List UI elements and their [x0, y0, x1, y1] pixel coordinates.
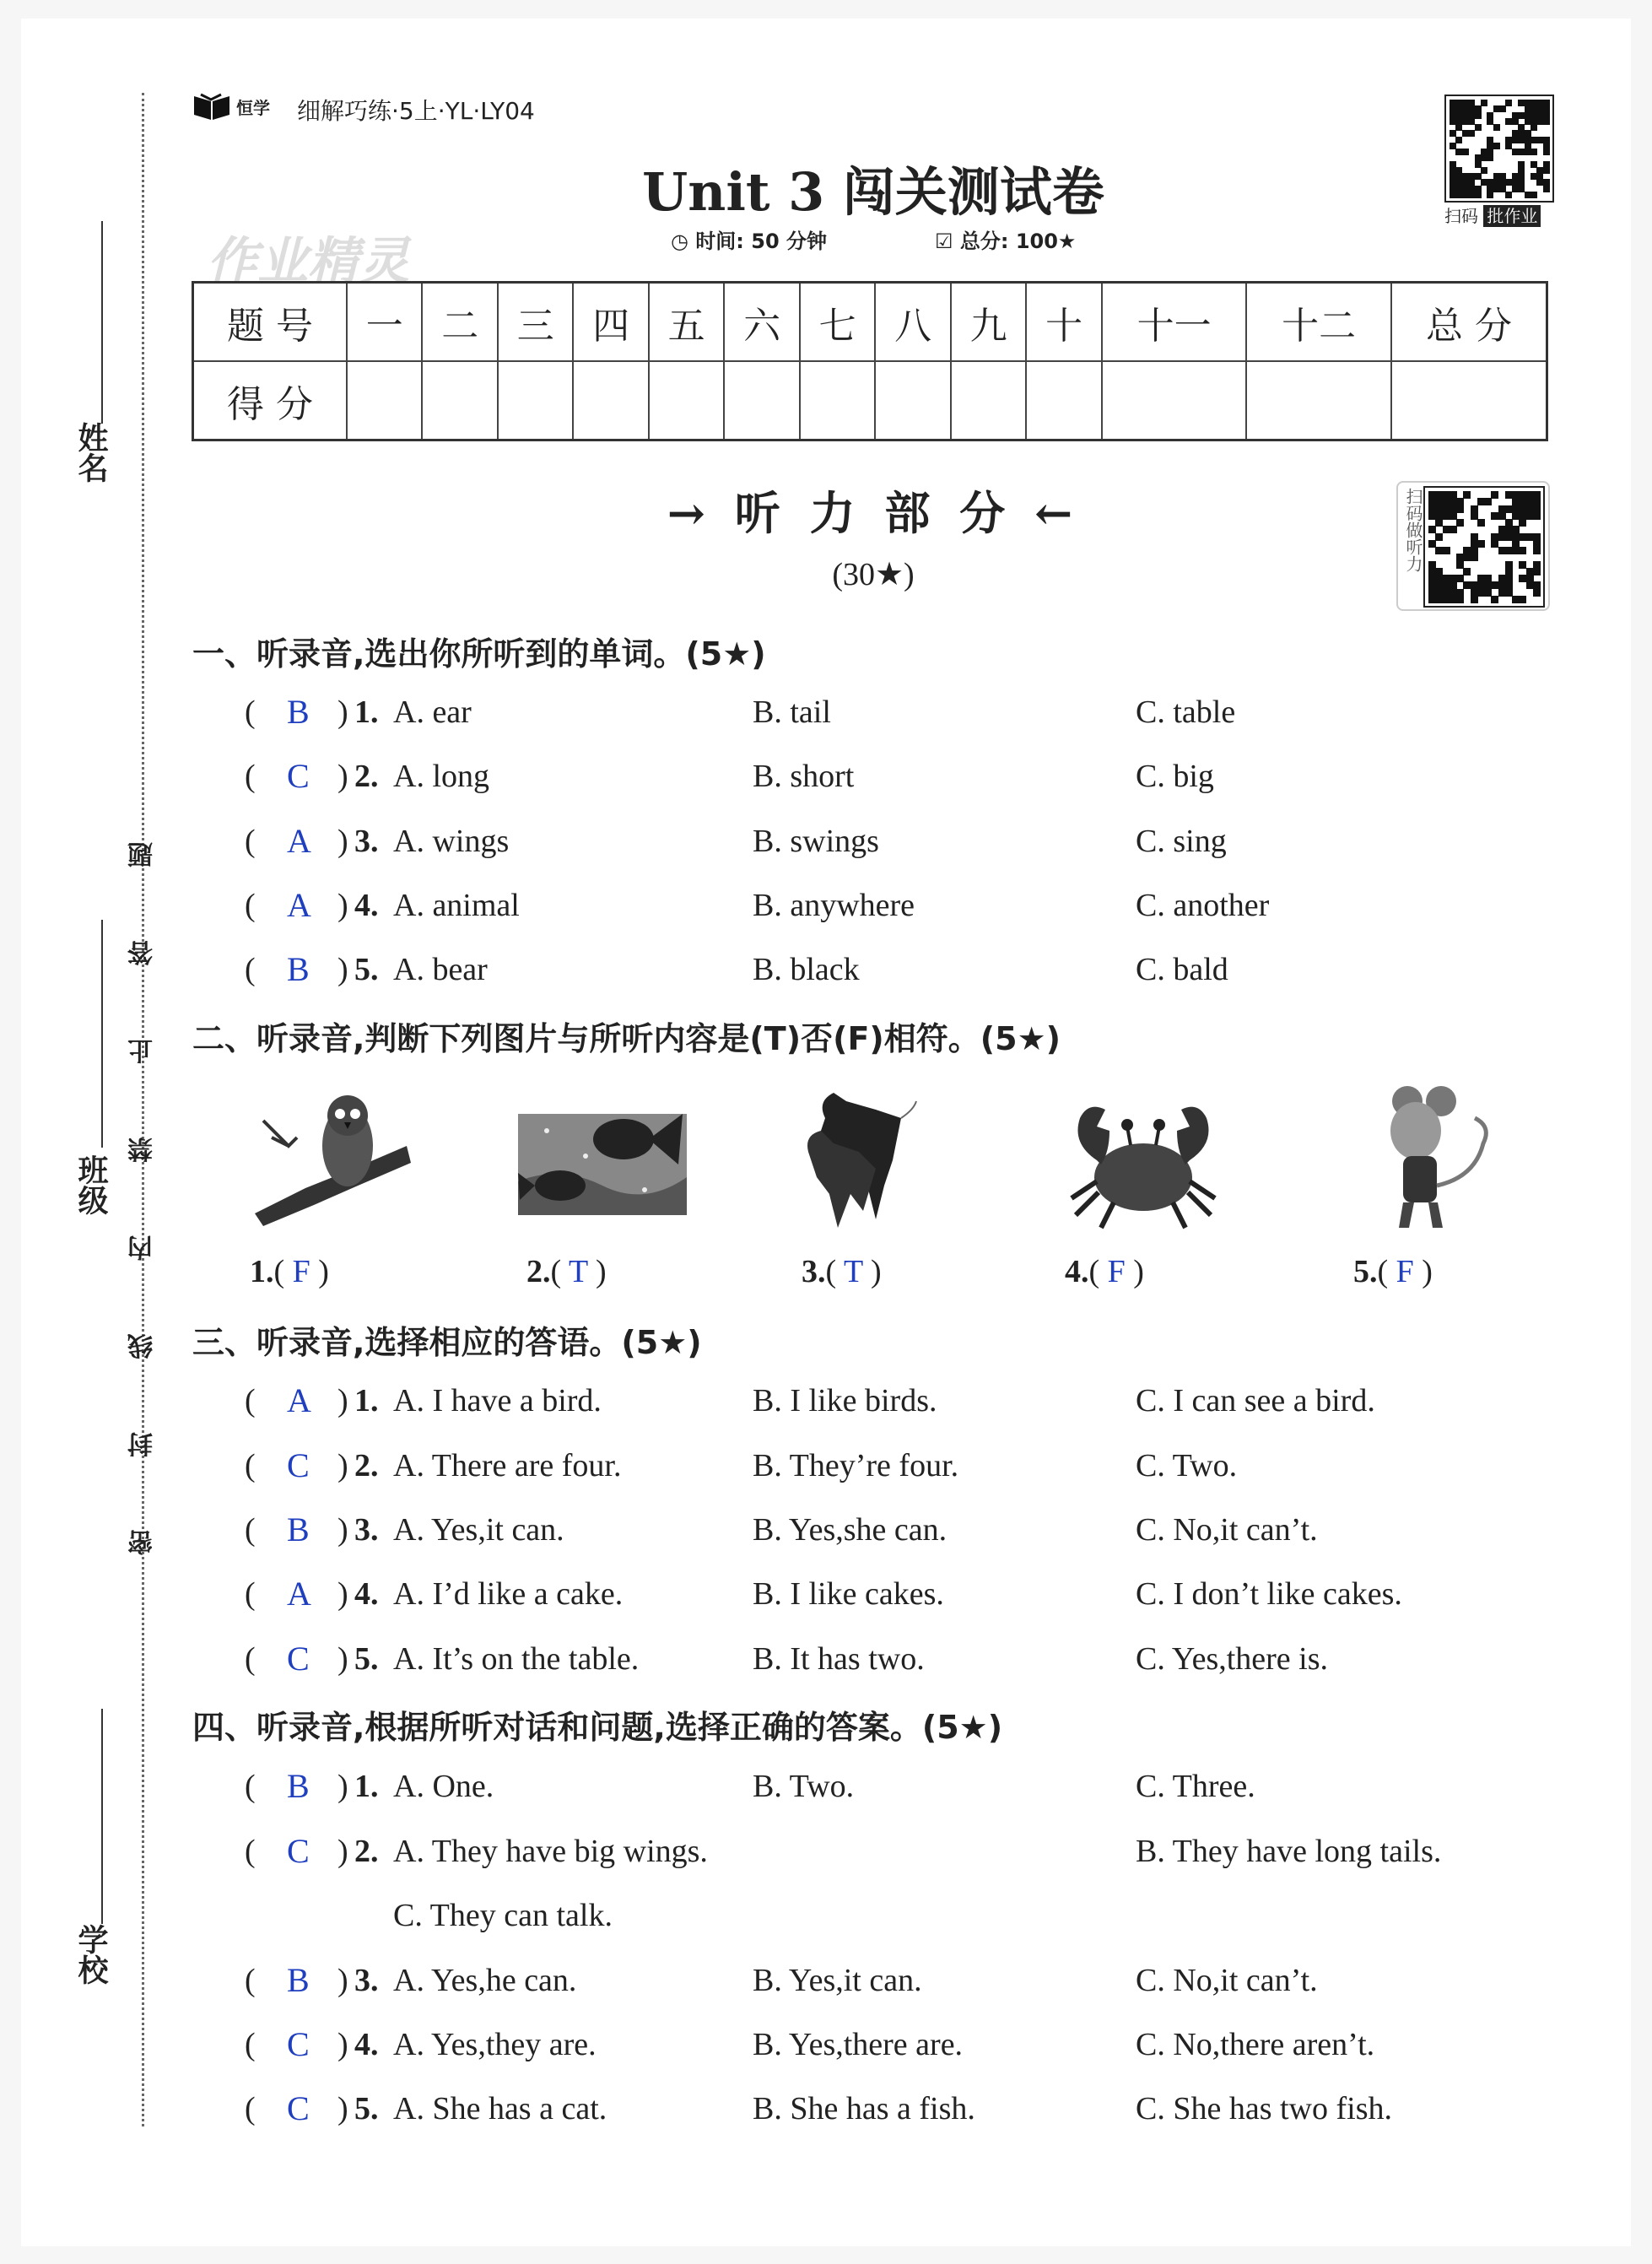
mouse-icon: [1357, 1084, 1496, 1236]
listening-qr-panel[interactable]: [1396, 481, 1550, 611]
answer-paren-open: (: [273, 1254, 293, 1289]
score-col: 三: [498, 283, 573, 362]
answer-paren-close: ): [337, 952, 348, 987]
option-c: C. I don’t like cakes.: [1136, 1576, 1402, 1612]
option-a: A. Yes,he can.: [393, 1963, 577, 1998]
score-col: 十一: [1102, 283, 1247, 362]
question-number: 4.: [354, 888, 379, 923]
owl-on-branch-icon: [246, 1087, 415, 1230]
name-label: 姓名: [73, 422, 108, 483]
question-number: 3.: [354, 1963, 379, 1998]
picture-number: 5.: [1353, 1254, 1378, 1289]
option-b: B. They’re four.: [753, 1448, 959, 1483]
seal-warning-text: 密 封 线 内 禁 止 答 题: [128, 810, 158, 1556]
answer-paren-close: ): [1125, 1254, 1144, 1289]
option-c: C. Two.: [1136, 1448, 1238, 1483]
answer-paren-open: (: [245, 2027, 256, 2062]
score-cell[interactable]: [498, 361, 573, 440]
answer-paren-close: ): [337, 1576, 348, 1612]
listening-qr-label: 扫码做听力: [1403, 488, 1423, 572]
answer-paren-open: (: [1088, 1254, 1108, 1289]
question-number: 3.: [354, 1512, 379, 1548]
answer-mark: T: [568, 1254, 588, 1289]
score-col-total: 总 分: [1391, 283, 1547, 362]
answer-mark: C: [287, 1832, 310, 1870]
option-b: B. I like birds.: [753, 1383, 937, 1418]
answer-paren-close: ): [337, 1448, 348, 1483]
section-2-title: 二、听录音,判断下列图片与所听内容是(T)否(F)相符。(5★): [192, 1020, 1061, 1057]
picture-number: 2.: [526, 1254, 551, 1289]
answer-mark: C: [287, 757, 310, 795]
answer-mark: B: [287, 1961, 310, 1999]
option-b: B. swings: [753, 824, 879, 859]
score-cell[interactable]: [422, 361, 497, 440]
option-c: B. They have long tails.: [1136, 1834, 1442, 1869]
option-c: C. She has two fish.: [1136, 2091, 1392, 2126]
class-underline: [101, 920, 103, 1148]
answer-paren-open: (: [245, 888, 256, 923]
answer-mark: A: [287, 886, 311, 924]
answer-paren-open: (: [245, 1834, 256, 1869]
answer-mark: C: [287, 2089, 310, 2127]
option-c: C. sing: [1136, 824, 1227, 859]
answer-paren-open: (: [245, 1641, 256, 1677]
picture-answer: [1065, 1251, 1144, 1292]
answer-mark: A: [287, 822, 311, 860]
total-label: 总分: 100★: [959, 230, 1077, 253]
section-3-title: 三、听录音,选择相应的答语。(5★): [192, 1324, 702, 1361]
answer-mark: A: [287, 1381, 311, 1419]
answer-paren-open: (: [245, 824, 256, 859]
answer-mark: F: [1396, 1254, 1414, 1289]
score-cell[interactable]: [649, 361, 724, 440]
option-a: A. There are four.: [393, 1448, 622, 1483]
score-cell[interactable]: [347, 361, 422, 440]
option-c: C. No,there aren’t.: [1136, 2027, 1375, 2062]
answer-paren-open: (: [1377, 1254, 1396, 1289]
option-b: B. black: [753, 952, 860, 987]
option-c: C. big: [1136, 759, 1214, 794]
score-col: 六: [724, 283, 799, 362]
option-b: B. anywhere: [753, 888, 915, 923]
question-number: 2.: [354, 1448, 379, 1483]
answer-mark: A: [287, 1575, 311, 1613]
option-b: B. I like cakes.: [753, 1576, 944, 1612]
option-b: B. It has two.: [753, 1641, 925, 1677]
score-cell[interactable]: [800, 361, 875, 440]
option-a: A. I’d like a cake.: [393, 1576, 624, 1612]
answer-mark: B: [287, 1767, 310, 1805]
answer-paren-close: ): [337, 759, 348, 794]
answer-paren-close: ): [587, 1254, 607, 1289]
answer-paren-close: ): [337, 694, 348, 730]
clock-icon: ◷: [671, 230, 688, 253]
section-4-title: 四、听录音,根据所听对话和问题,选择正确的答案。(5★): [192, 1709, 1003, 1746]
time-label: 时间: 50 分钟: [695, 230, 828, 253]
listening-title: → 听 力 部 分 ←: [667, 486, 1080, 540]
option-c: C. another: [1136, 888, 1270, 923]
answer-paren-close: ): [337, 1512, 348, 1548]
score-cell[interactable]: [724, 361, 799, 440]
answer-mark: B: [287, 1510, 310, 1548]
answer-paren-close: ): [337, 2091, 348, 2126]
horses-icon: [800, 1084, 918, 1232]
school-label: 学校: [73, 1924, 108, 1985]
score-col: 九: [951, 283, 1026, 362]
question-number: 5.: [354, 2091, 379, 2126]
total-meta: [935, 224, 1076, 254]
option-a: A. Yes,they are.: [393, 2027, 597, 2062]
question-number: 5.: [354, 952, 379, 987]
brand-logo: [192, 91, 270, 122]
answer-mark: F: [292, 1254, 310, 1289]
score-col: 二: [422, 283, 497, 362]
score-col: 七: [800, 283, 875, 362]
name-underline: [101, 221, 103, 424]
answer-paren-open: (: [245, 2091, 256, 2126]
option-c-wrapped: C. They can talk.: [393, 1898, 613, 1933]
option-a: A. ear: [393, 694, 472, 730]
answer-paren-close: ): [310, 1254, 329, 1289]
question-number: 4.: [354, 2027, 379, 2062]
goldfish-icon: [518, 1105, 687, 1215]
class-label: 班级: [73, 1154, 108, 1215]
option-c: C. I can see a bird.: [1136, 1383, 1375, 1418]
qr-caption-highlight: 批作业: [1483, 205, 1541, 227]
question-number: 3.: [354, 824, 379, 859]
answer-paren-close: ): [337, 1641, 348, 1677]
answer-paren-open: (: [245, 694, 256, 730]
qr-caption-label: 扫码: [1444, 206, 1478, 226]
score-row-label: 题 号: [193, 283, 348, 362]
answer-mark: C: [287, 1640, 310, 1678]
answer-paren-open: (: [245, 1512, 256, 1548]
score-cell[interactable]: [1102, 361, 1247, 440]
series-label: 细解巧练·5上·YL·LY04: [297, 97, 535, 125]
school-underline: [101, 1709, 103, 1924]
answer-paren-close: ): [337, 888, 348, 923]
picture-number: 4.: [1065, 1254, 1089, 1289]
answer-paren-open: (: [245, 1383, 256, 1418]
option-a: A. I have a bird.: [393, 1383, 602, 1418]
option-a: A. She has a cat.: [393, 2091, 607, 2126]
option-b: B. Two.: [753, 1769, 855, 1804]
answer-mark: T: [843, 1254, 863, 1289]
option-c: C. Three.: [1136, 1769, 1255, 1804]
question-number: 5.: [354, 1641, 379, 1677]
score-col: 四: [573, 283, 648, 362]
score-table: [192, 281, 1548, 441]
answer-mark: B: [287, 950, 310, 988]
answer-paren-open: (: [245, 1448, 256, 1483]
score-cell[interactable]: [573, 361, 648, 440]
option-c: C. No,it can’t.: [1136, 1963, 1318, 1998]
score-col: 十二: [1246, 283, 1391, 362]
answer-paren-close: ): [337, 1769, 348, 1804]
answer-paren-open: (: [245, 952, 256, 987]
score-col: 十: [1026, 283, 1101, 362]
answer-paren-close: ): [337, 1834, 348, 1869]
option-a: A. Yes,it can.: [393, 1512, 564, 1548]
option-b: B. short: [753, 759, 855, 794]
question-number: 2.: [354, 759, 379, 794]
option-a: A. They have big wings.: [393, 1834, 708, 1869]
picture-number: 3.: [802, 1254, 826, 1289]
score-col: 八: [875, 283, 950, 362]
question-number: 2.: [354, 1834, 379, 1869]
question-number: 1.: [354, 694, 379, 730]
option-c: C. Yes,there is.: [1136, 1641, 1329, 1677]
option-a: A. bear: [393, 952, 488, 987]
answer-paren-close: ): [862, 1254, 882, 1289]
question-number: 1.: [354, 1769, 379, 1804]
score-cell[interactable]: [1246, 361, 1391, 440]
option-b: B. Yes,there are.: [753, 2027, 964, 2062]
watermark: 作业精灵: [207, 232, 409, 291]
answer-paren-open: (: [245, 1769, 256, 1804]
option-a: A. long: [393, 759, 489, 794]
option-a: A. One.: [393, 1769, 494, 1804]
page-title: Unit 3 闯关测试卷: [642, 161, 1104, 223]
answer-mark: C: [287, 2025, 310, 2063]
question-number: 1.: [354, 1383, 379, 1418]
option-b: B. Yes,it can.: [753, 1963, 922, 1998]
answer-paren-open: (: [245, 1963, 256, 1998]
picture-answer: [250, 1251, 329, 1292]
option-a: A. animal: [393, 888, 520, 923]
score-col: 一: [347, 283, 422, 362]
option-a: A. wings: [393, 824, 510, 859]
option-b: B. tail: [753, 694, 831, 730]
answer-paren-close: ): [337, 2027, 348, 2062]
section-1-title: 一、听录音,选出你所听到的单词。(5★): [192, 635, 766, 673]
score-table-score-row: [193, 361, 1547, 440]
score-row-label: 得 分: [193, 361, 348, 440]
answer-paren-open: (: [245, 1576, 256, 1612]
answer-paren-close: ): [337, 1383, 348, 1418]
answer-paren-close: ): [337, 1963, 348, 1998]
score-cell[interactable]: [1026, 361, 1101, 440]
answer-mark: C: [287, 1446, 310, 1484]
score-col: 五: [649, 283, 724, 362]
answer-paren-open: (: [550, 1254, 569, 1289]
option-c: C. No,it can’t.: [1136, 1512, 1318, 1548]
book-logo-icon: [192, 91, 231, 122]
option-a: A. It’s on the table.: [393, 1641, 640, 1677]
answer-paren-open: (: [245, 759, 256, 794]
option-c: C. bald: [1136, 952, 1228, 987]
score-table-header-row: [193, 283, 1547, 362]
answer-paren-close: ): [337, 824, 348, 859]
crab-icon: [1063, 1093, 1223, 1232]
qr-code-icon: [1423, 486, 1545, 608]
time-meta: [671, 224, 827, 254]
option-c: C. table: [1136, 694, 1236, 730]
checkbox-icon: ☑: [935, 230, 953, 253]
picture-number: 1.: [250, 1254, 274, 1289]
option-b: B. She has a fish.: [753, 2091, 975, 2126]
listening-score: (30★): [832, 557, 915, 592]
answer-mark: B: [287, 693, 310, 731]
option-b: B. Yes,she can.: [753, 1512, 947, 1548]
answer-paren-close: ): [1413, 1254, 1433, 1289]
question-number: 4.: [354, 1576, 379, 1612]
picture-answer: [526, 1251, 607, 1292]
score-cell[interactable]: [1391, 361, 1547, 440]
score-cell[interactable]: [875, 361, 950, 440]
answer-mark: F: [1107, 1254, 1126, 1289]
picture-answer: [1353, 1251, 1433, 1292]
score-cell[interactable]: [951, 361, 1026, 440]
picture-answer: [802, 1251, 882, 1292]
brand-name: 恒学: [236, 97, 270, 118]
answer-paren-open: (: [825, 1254, 844, 1289]
